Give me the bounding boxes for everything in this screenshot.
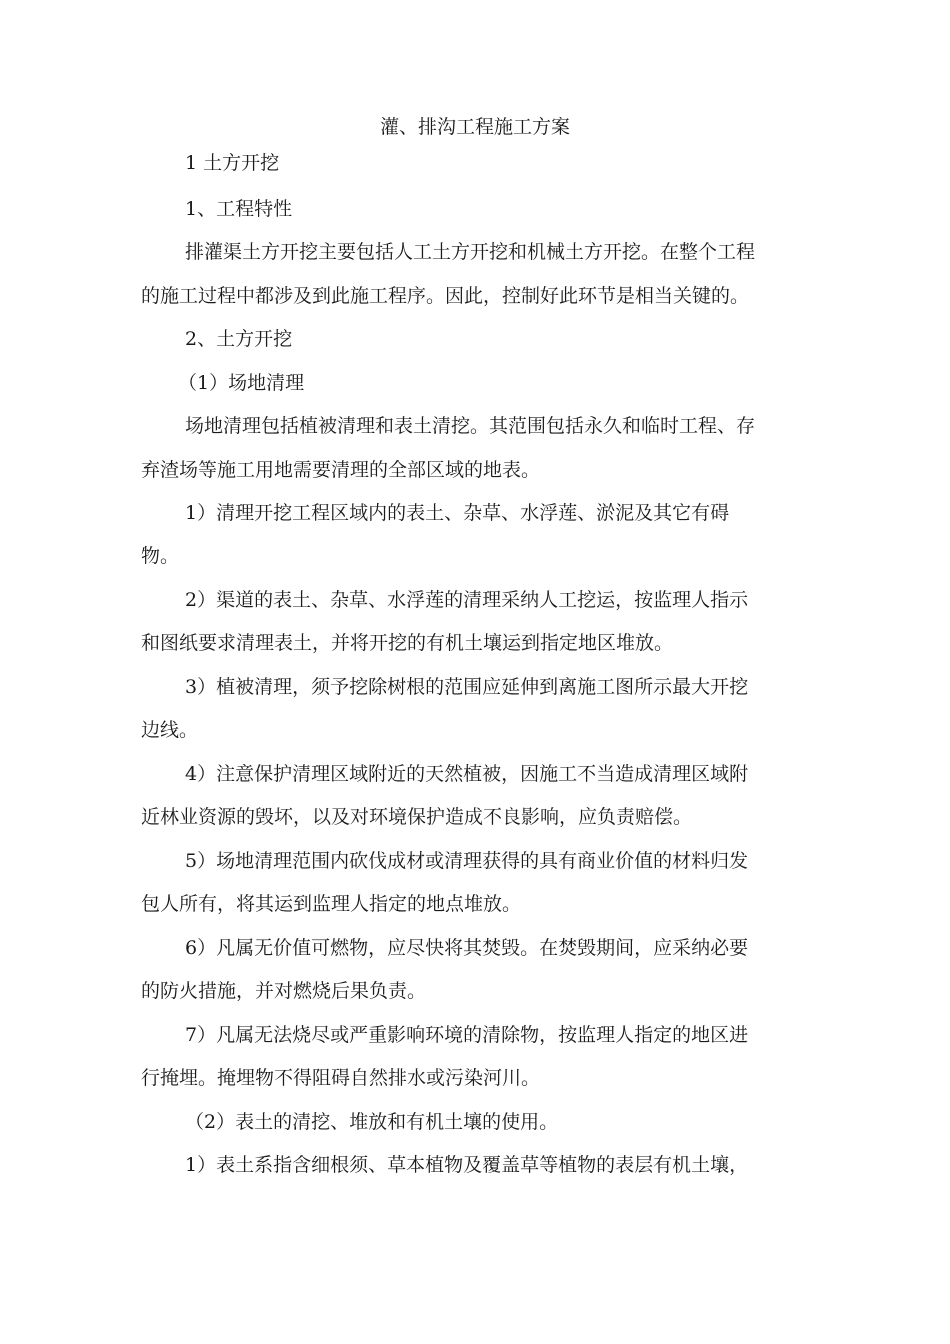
list-item-line: 1）清理开挖工程区域内的表土、杂草、水浮莲、淤泥及其它有碍 <box>185 502 730 524</box>
paragraph-line: 弃渣场等施工用地需要清理的全部区域的地表。 <box>141 459 541 481</box>
list-item-line: 2）渠道的表土、杂草、水浮莲的清理采纳人工挖运，按监理人指示 <box>185 589 749 611</box>
document-title: 灌、排沟工程施工方案 <box>379 116 570 138</box>
list-item-line: 的防火措施，并对燃烧后果负责。 <box>141 980 427 1002</box>
subsection-heading: 2、土方开挖 <box>185 328 293 350</box>
subsection-heading: （1）场地清理 <box>178 372 305 394</box>
paragraph-line: 排灌渠土方开挖主要包括人工土方开挖和机械土方开挖。在整个工程 <box>185 241 756 263</box>
list-item-line: 边线。 <box>141 719 199 741</box>
list-item-line: 物。 <box>141 545 180 567</box>
list-item-line: 近林业资源的毁坏，以及对环境保护造成不良影响，应负责赔偿。 <box>141 806 693 828</box>
list-item-line: 包人所有，将其运到监理人指定的地点堆放。 <box>141 893 522 915</box>
list-item-line: 7）凡属无法烧尽或严重影响环境的清除物，按监理人指定的地区进 <box>185 1024 749 1046</box>
list-item-line: 和图纸要求清理表土，并将开挖的有机土壤运到指定地区堆放。 <box>141 632 674 654</box>
list-item-line: 5）场地清理范围内砍伐成材或清理获得的具有商业价值的材料归发 <box>185 850 749 872</box>
subsection-heading: （2）表土的清挖、堆放和有机土壤的使用。 <box>185 1111 559 1133</box>
list-item-line: 6）凡属无价值可燃物，应尽快将其焚毁。在焚毁期间，应采纳必要 <box>185 937 749 959</box>
list-item-line: 3）植被清理，须予挖除树根的范围应延伸到离施工图所示最大开挖 <box>185 676 749 698</box>
list-item-line: 4）注意保护清理区域附近的天然植被，因施工不当造成清理区域附 <box>185 763 749 785</box>
paragraph-line: 场地清理包括植被清理和表土清挖。其范围包括永久和临时工程、存 <box>185 415 756 437</box>
section-heading: 1 土方开挖 <box>185 152 280 174</box>
list-item-line: 行掩埋。掩埋物不得阻碍自然排水或污染河川。 <box>141 1067 541 1089</box>
subsection-heading: 1、工程特性 <box>185 198 293 220</box>
list-item-line: 1）表土系指含细根须、草本植物及覆盖草等植物的表层有机土壤， <box>185 1154 749 1176</box>
paragraph-line: 的施工过程中都涉及到此施工程序。因此，控制好此环节是相当关键的。 <box>141 285 750 307</box>
